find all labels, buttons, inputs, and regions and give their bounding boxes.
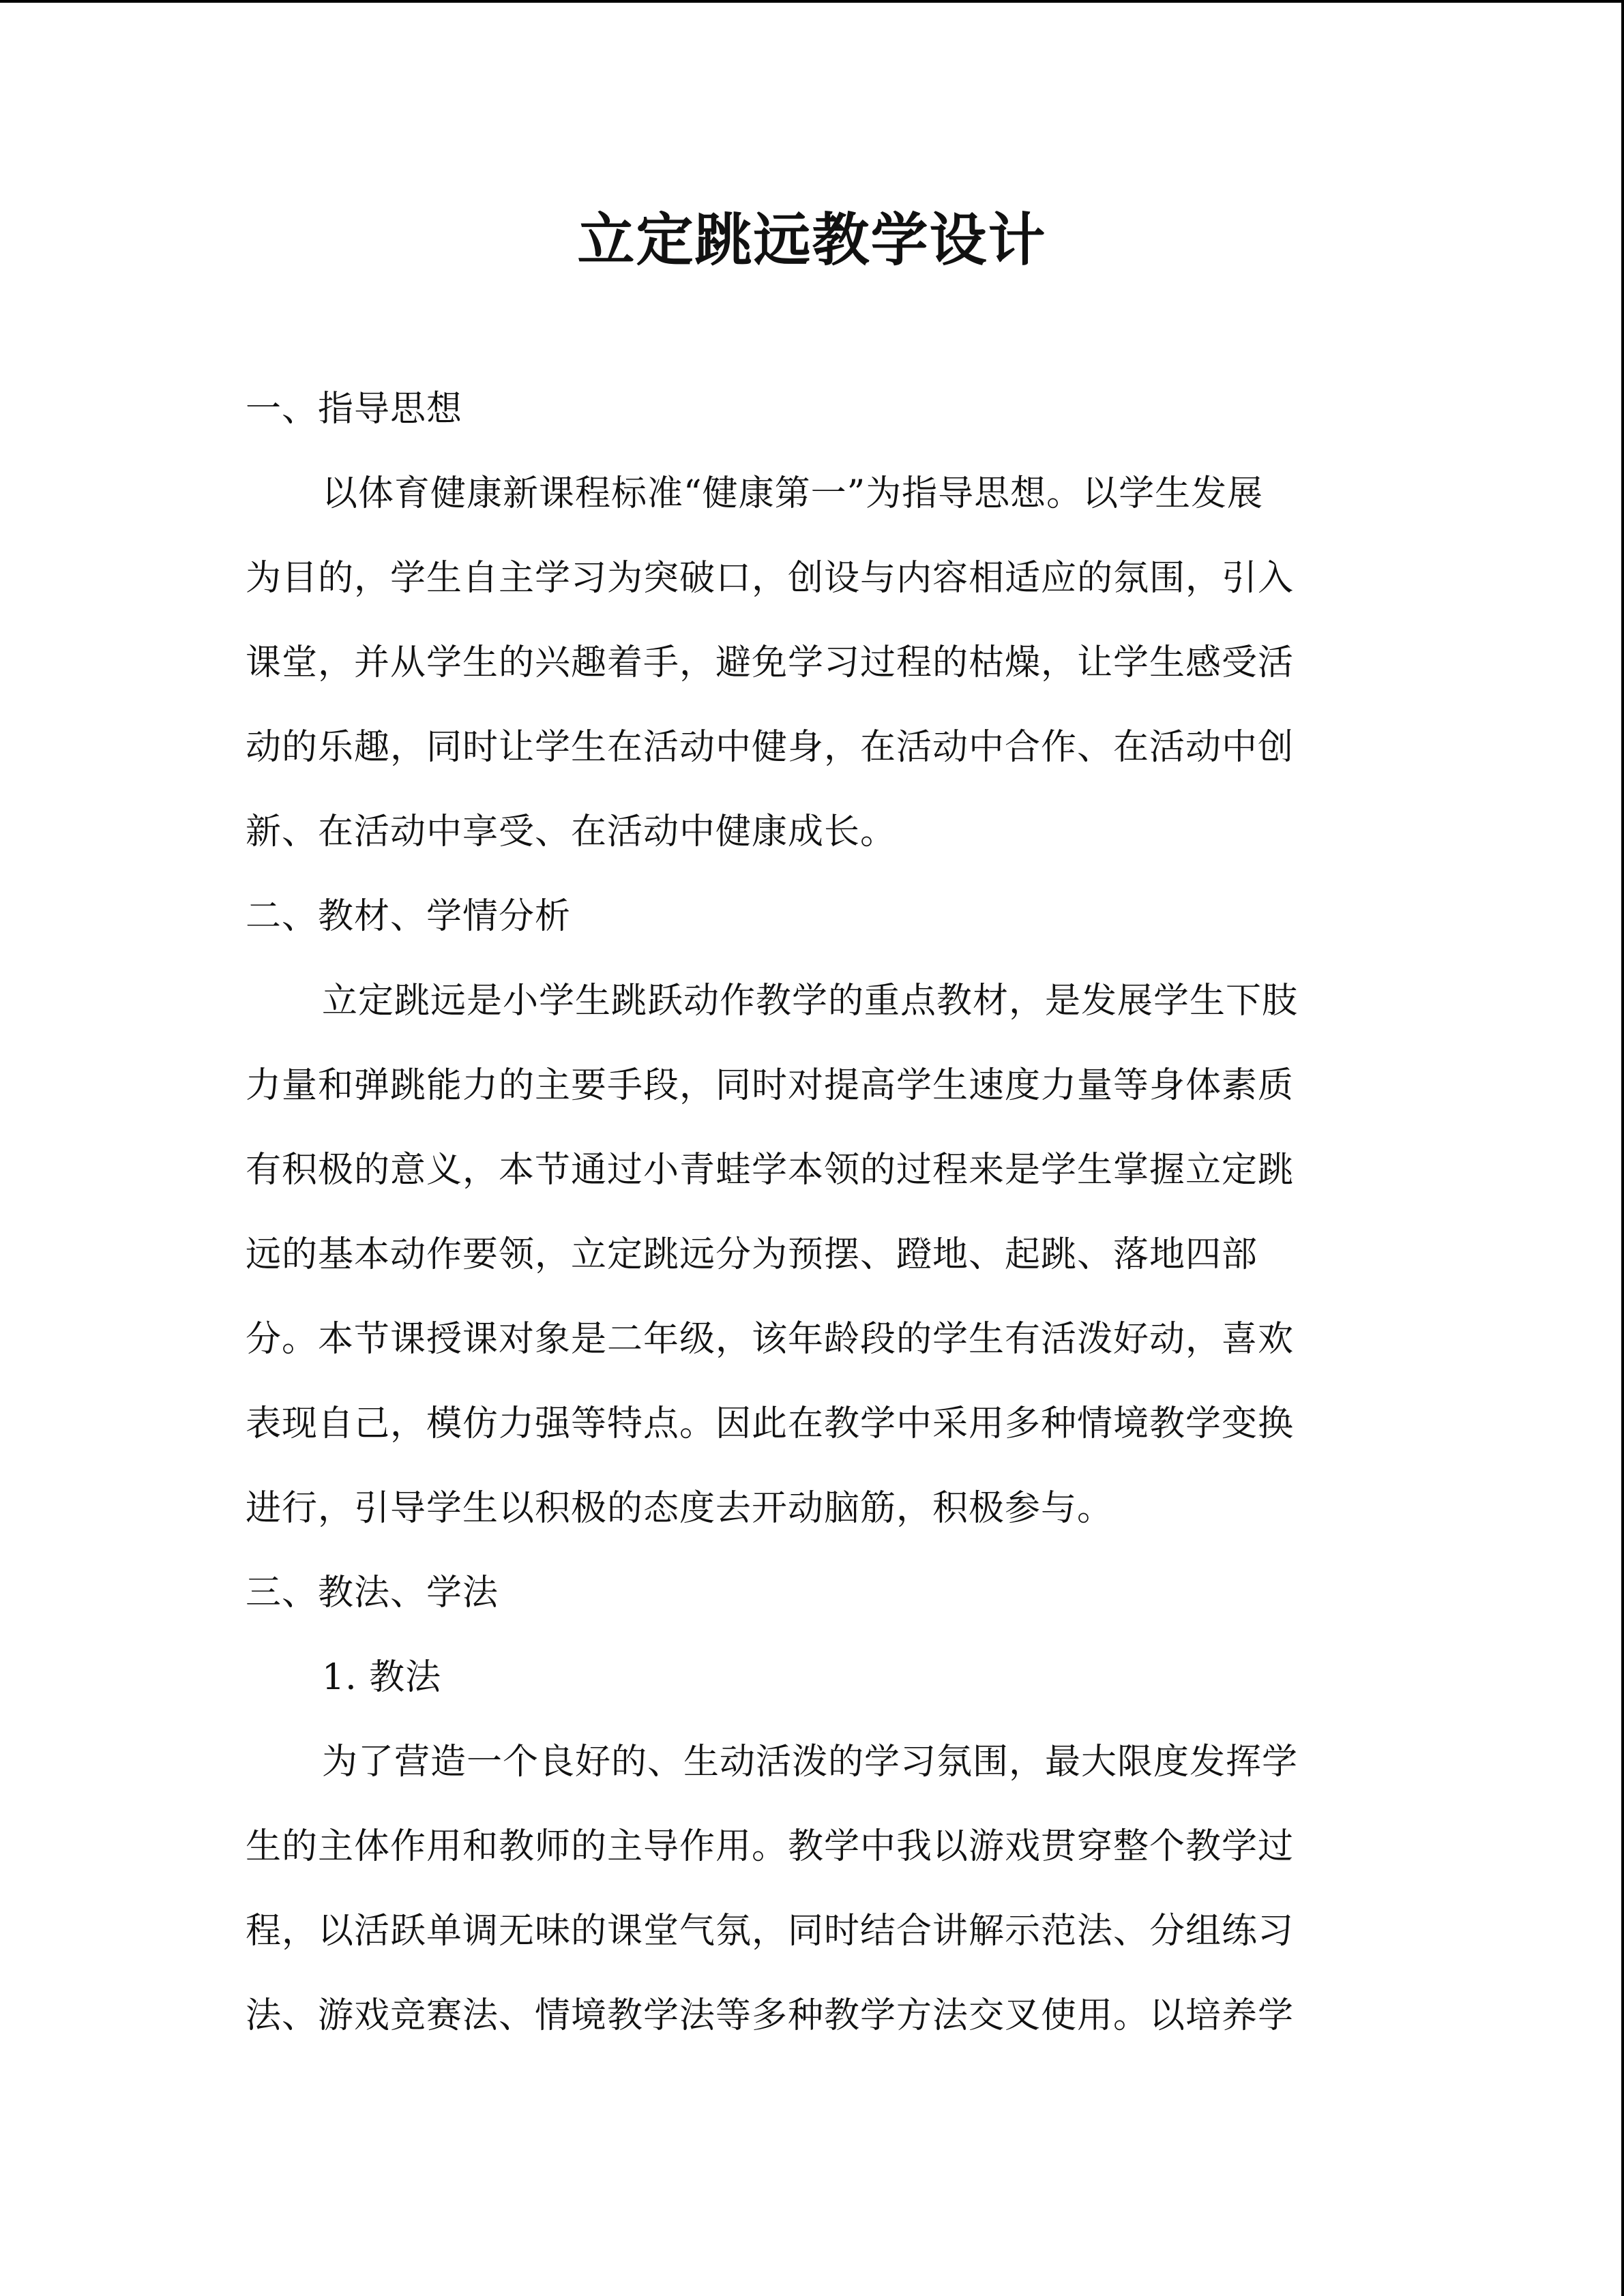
paragraph-line: 课堂，并从学生的兴趣着手，避免学习过程的枯燥，让学生感受活 — [246, 642, 1295, 683]
subsection-heading-teaching-method: 1. 教法 — [322, 1657, 442, 1698]
paragraph-line: 以体育健康新课程标准“健康第一”为指导思想。以学生发展 — [322, 473, 1264, 514]
paragraph-line: 为目的，学生自主学习为突破口，创设与内容相适应的氛围，引入 — [246, 558, 1295, 599]
section-heading-materials-analysis: 二、教材、学情分析 — [246, 896, 572, 937]
paragraph-line: 进行，引导学生以积极的态度去开动脑筋，积极参与。 — [246, 1488, 1114, 1529]
paragraph-line: 立定跳远是小学生跳跃动作教学的重点教材，是发展学生下肢 — [322, 981, 1299, 1022]
document-body — [246, 367, 1357, 2058]
paragraph-line: 新、在活动中享受、在活动中健康成长。 — [246, 811, 897, 852]
paragraph-line: 动的乐趣，同时让学生在活动中健身，在活动中合作、在活动中创 — [246, 727, 1295, 768]
paragraph-line: 程，以活跃单调无味的课堂气氛，同时结合讲解示范法、分组练习 — [246, 1911, 1295, 1952]
paragraph-line: 分。本节课授课对象是二年级，该年龄段的学生有活泼好动，喜欢 — [246, 1319, 1295, 1360]
paragraph-line: 有积极的意义，本节通过小青蛙学本领的过程来是学生掌握立定跳 — [246, 1150, 1295, 1191]
section-heading-guiding-thought: 一、指导思想 — [246, 389, 463, 430]
paragraph-line: 为了营造一个良好的、生动活泼的学习氛围，最大限度发挥学 — [322, 1742, 1299, 1783]
paragraph-line: 法、游戏竞赛法、情境教学法等多种教学方法交叉使用。以培养学 — [246, 1995, 1295, 2036]
paragraph-line: 远的基本动作要领，立定跳远分为预摆、蹬地、起跳、落地四部 — [246, 1234, 1258, 1275]
document-title: 立定跳远教学设计 — [577, 207, 1047, 273]
paragraph-line: 表现自己，模仿力强等特点。因此在教学中采用多种情境教学变换 — [246, 1403, 1295, 1444]
paragraph-line: 力量和弹跳能力的主要手段，同时对提高学生速度力量等身体素质 — [246, 1065, 1295, 1106]
section-heading-teaching-methods: 三、教法、学法 — [246, 1572, 499, 1613]
paragraph-line: 生的主体作用和教师的主导作用。教学中我以游戏贯穿整个教学过 — [246, 1826, 1295, 1867]
